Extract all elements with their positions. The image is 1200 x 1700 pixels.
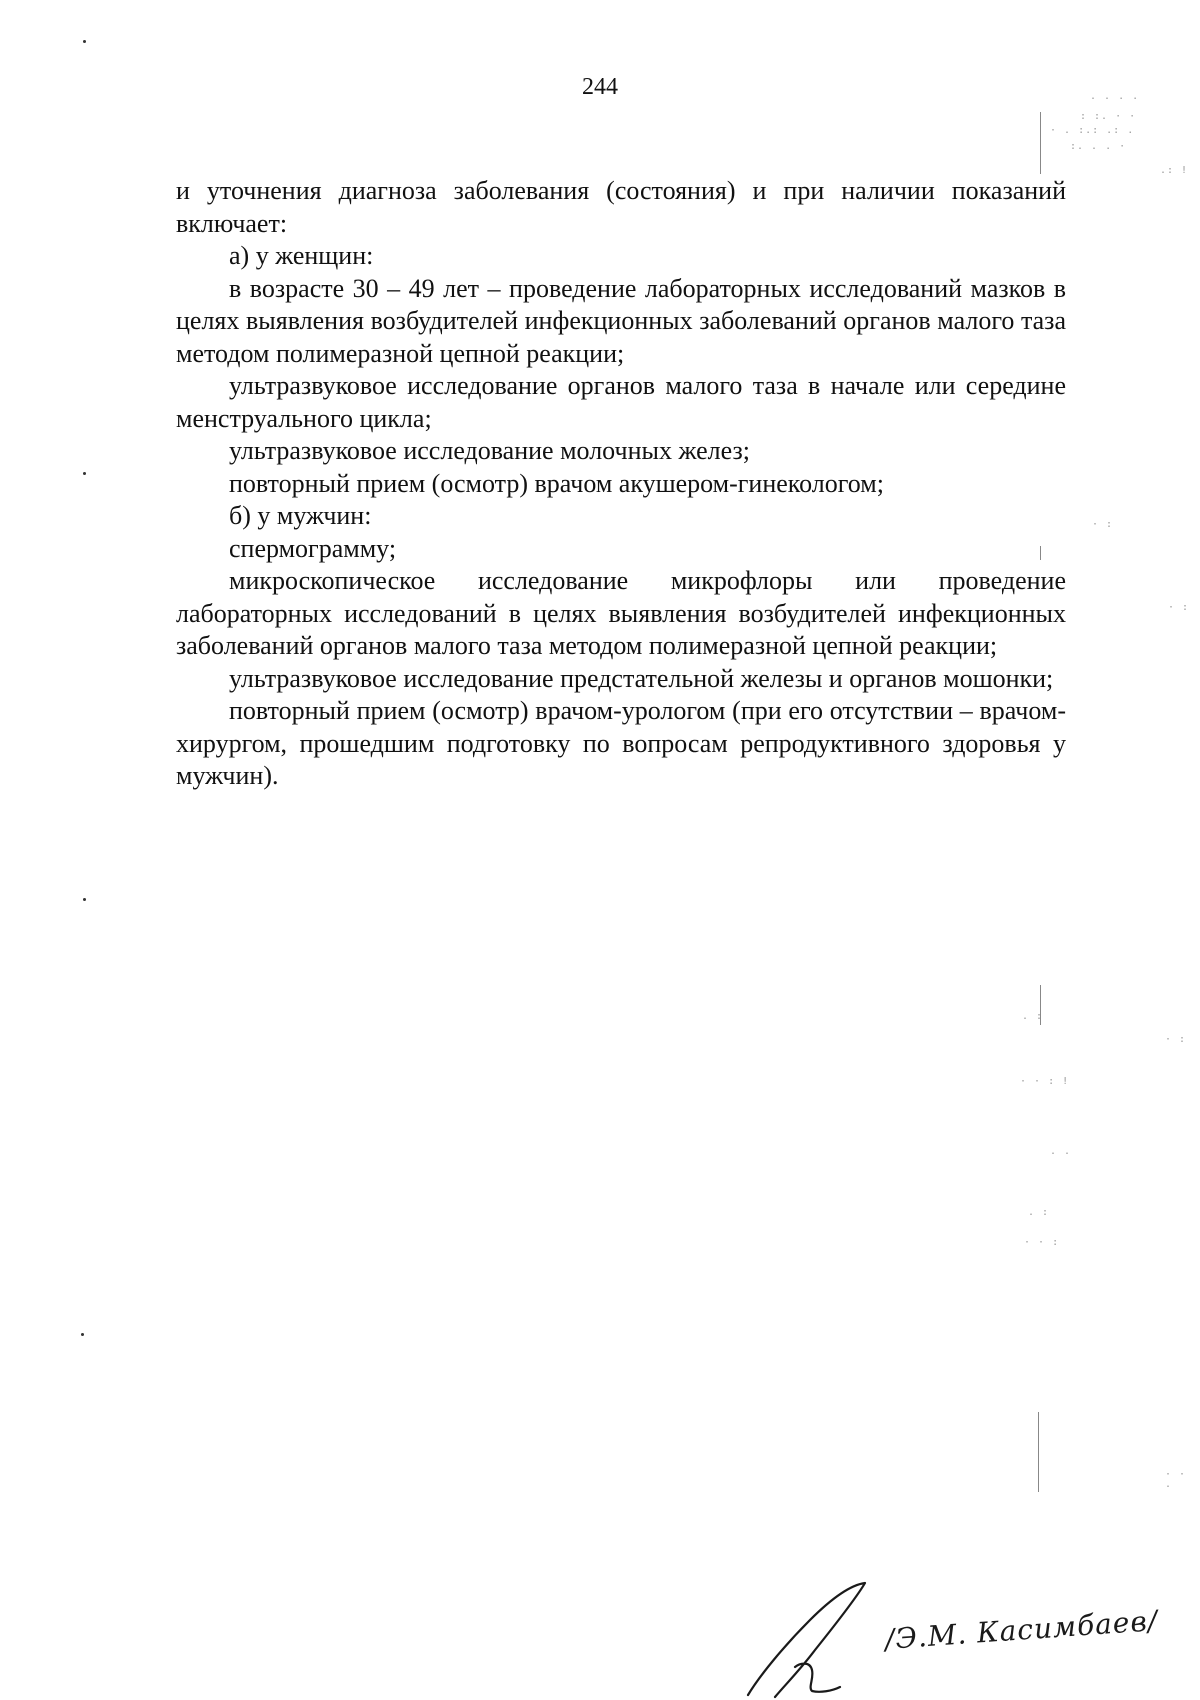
paragraph: ультразвуковое исследование молочных желез; [229,436,750,465]
paragraph: повторный прием (осмотр) врачом-урологом (при его отсутствии – врачом-хирургом, прошедшим подготовку по вопросам репродуктивного здоровья у мужчин). [176,696,1066,790]
scan-speck: .: ! [1160,165,1189,176]
scan-speck: : :. · · [1080,111,1137,122]
paragraph: спермограмму; [229,533,397,563]
scan-mark [1040,112,1041,174]
list-heading-men: б) у мужчин: [229,501,372,530]
paragraph: повторный прием (осмотр) врачом акушером-гинекологом; [229,468,884,498]
scan-speck: · · : [1024,1237,1060,1248]
scan-speck: · : [1165,1034,1187,1045]
handwritten-signature [740,1575,880,1700]
paragraph: ультразвуковое исследование предстательной железы и органов мошонки; [229,663,1054,693]
paragraph: ультразвуковое исследование органов малого таза в начале или середине менструального цикла; [176,371,1066,433]
paragraph: и уточнения диагноза заболевания (состояния) и при наличии показаний включает: [176,176,1066,238]
margin-dot [81,1333,84,1336]
scan-speck: · · : ! [1020,1076,1070,1087]
scan-mark [1038,1412,1039,1492]
margin-dot [83,472,86,475]
page-number: 244 [582,74,618,100]
scan-speck: · : [1168,602,1190,613]
scan-speck: :. . . · [1070,141,1127,152]
scan-speck: . : [1022,1011,1044,1022]
scan-speck: · : [1092,519,1114,530]
scan-speck: . . [1050,1146,1072,1157]
body-text [176,175,1066,793]
paragraph: микроскопическое исследование микрофлоры или проведение лабораторных исследований в целях выявления возбудителей инфекционных заболеваний органов малого таза методом полимеразной цепной реакции; [176,566,1066,660]
scan-speck: . . . . [1090,91,1140,102]
paragraph: в возрасте 30 – 49 лет – проведение лабораторных исследований мазков в целях выявления возбудителей инфекционных заболеваний органов малого таза методом полимеразной цепной реакции; [176,273,1066,368]
margin-dot [83,898,86,901]
signature-block [740,1575,1180,1700]
list-heading-women: а) у женщин: [229,241,374,270]
margin-dot [83,40,86,43]
scan-speck: · . :.: .: . [1050,125,1135,136]
signature-name: /Э.М. Касимбаев/ [883,1603,1160,1656]
scan-speck: · · . [1165,1469,1187,1490]
scan-speck: . : [1028,1207,1050,1218]
